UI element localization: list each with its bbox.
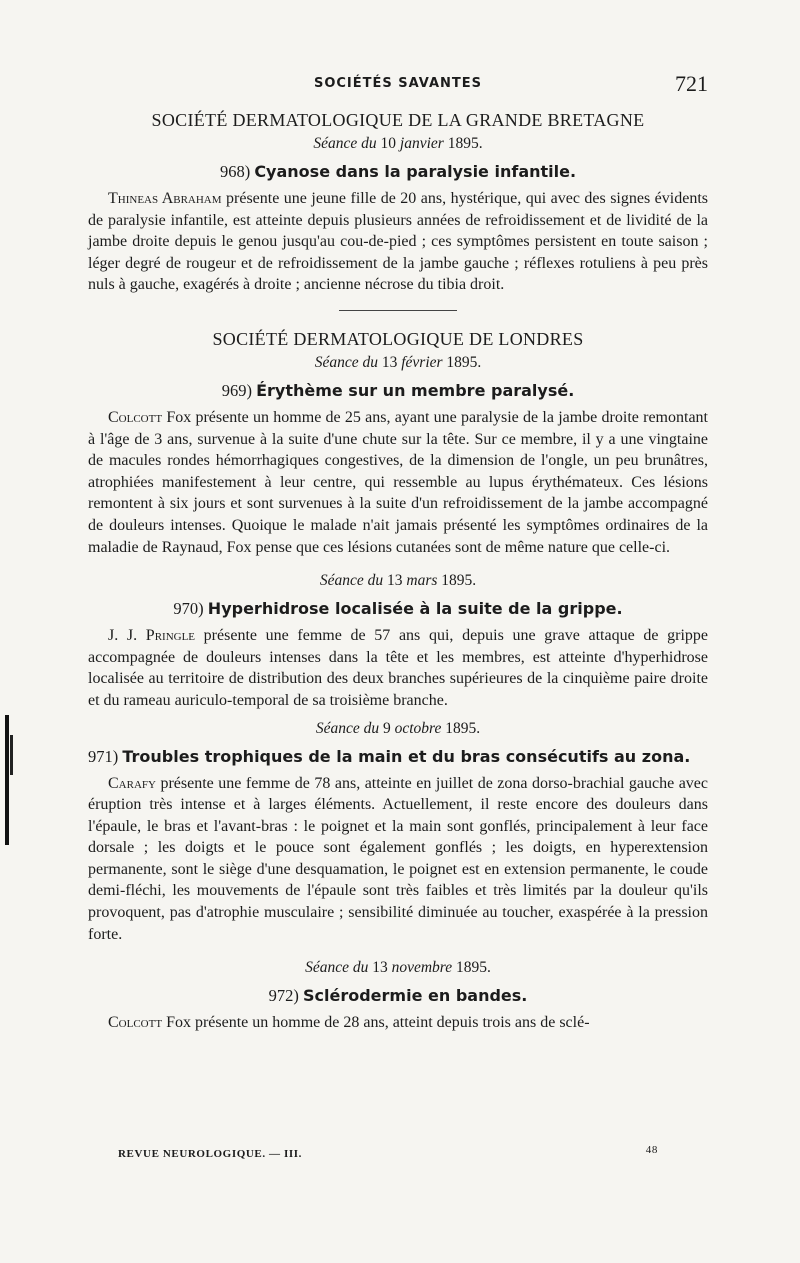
case-title: 972) Sclérodermie en bandes. [268,986,528,1006]
seance-date: Séance du 10 janvier 1895. [313,135,483,152]
case-number: 969) [221,380,252,400]
case-title: 971) Troubles trophiques de la main et du bras consécutifs au zona. [88,746,691,766]
running-head-title: SOCIÉTÉS SAVANTES [313,76,483,91]
author-name: Carafy [108,774,156,792]
seance-date: Séance du 13 mars 1895. [319,572,477,590]
society-heading: SOCIÉTÉ DERMATOLOGIQUE DE LONDRES [212,328,584,349]
section [88,720,708,946]
seance-date: Séance du 13 février 1895. [314,353,482,371]
case-title: 969) Érythème sur un membre paralysé. [221,380,575,400]
case-number: 968) [219,162,251,181]
journal-name: REVUE NEUROLOGIQUE. — III. [118,1148,302,1160]
section [88,572,708,711]
seance-date: Séance du 13 novembre 1895. [305,959,491,977]
case-title: 970) Hyperhidrose localisée à la suite de la grippe. [173,599,623,619]
case-number: 970) [173,599,204,619]
author-name: J. J. Pringle [108,627,196,645]
case-number: 971) [88,746,119,766]
case-text: Carafy présente une femme de 78 ans, atteinte en juillet de zona dorso-brachial gauche avec éruption très intense et à larges éléments. Actuellement, il reste encore des douleurs dans l'épaule, le bras et l'avant-bras : le poignet et la main sont gonflés, principalement à leur face dorsale ; les doigts et le pouce sont également gonflés ; les doigts, en hyperextension permanente, sont le siège d'une desquamation, le poignet est en extension permanente, le coude demi-fléchi, les mouvements de l'épaule sont très faibles et très limités par la douleur qu'ils provoquent, pas d'atrophie musculaire ; sensibilité diminuée au toucher, exaspérée à la pression forte. [88,774,708,943]
scan-margin-mark [10,735,13,775]
section [88,959,708,1034]
author-name: Thineas Abraham [108,190,222,207]
author-name: Colcott [108,1014,163,1032]
society-heading: SOCIÉTÉ DERMATOLOGIQUE DE LA GRANDE BRETAGNE [151,110,645,130]
section-divider [339,310,457,311]
page [88,66,708,1034]
scan-margin-mark [5,715,9,845]
section [88,329,708,558]
case-number: 972) [268,986,299,1006]
case-text: Colcott Fox présente un homme de 28 ans, atteint depuis trois ans de sclé- [108,1014,590,1032]
seance-date: Séance du 9 octobre 1895. [315,719,481,737]
section [88,110,708,296]
case-title: 968) Cyanose dans la paralysie infantile. [219,162,577,181]
case-text: Thineas Abraham présente une jeune fille de 20 ans, hystérique, qui avec des signes évidents de paralysie infantile, est atteinte depuis plusieurs années de refroidissement et de lividité de la jambe droite depuis le genou jusqu'au cou-de-pied ; ces symptômes persistent en toute saison ; léger degré de rougeur et de refroidissement de la jambe gauche ; réflexes rotuliens à peu près nuls à gauche, exagérés à droite ; ancienne nécrose du tibia droit. [88,190,708,294]
running-head [88,66,708,100]
author-name: Colcott [108,408,163,426]
page-number: 721 [675,71,708,96]
signature-mark: 48 [645,1144,658,1156]
case-text: J. J. Pringle présente une femme de 57 ans qui, depuis une grave attaque de grippe accompagnée de douleurs intenses dans la tête et les membres, est atteinte d'hyperhidrose localisée au territoire de distribution des deux branches supérieures de la cinquième paire droite et du rameau auriculo-temporal de sa troisième branche. [88,627,708,709]
case-text: Colcott Fox présente un homme de 25 ans, ayant une paralysie de la jambe droite remontant à l'âge de 3 ans, survenue à la suite d'une chute sur la tête. Sur ce membre, il y a une vingtaine de macules rondes hémorrhagiques congestives, de la dimension de l'ongle, un peu brunâtres, atrophiées manifestement à leur centre, qui ressemble au lupus érythémateux. Ces lésions remontent à six jours et sont survenues à la suite d'un refroidissement de la jambe accompagné de douleurs intenses. Quoique le malade n'ait jamais présenté les symptômes ordinaires de la maladie de Raynaud, Fox pense que ces lésions cutanées sont de même nature que celle-ci. [88,408,708,556]
